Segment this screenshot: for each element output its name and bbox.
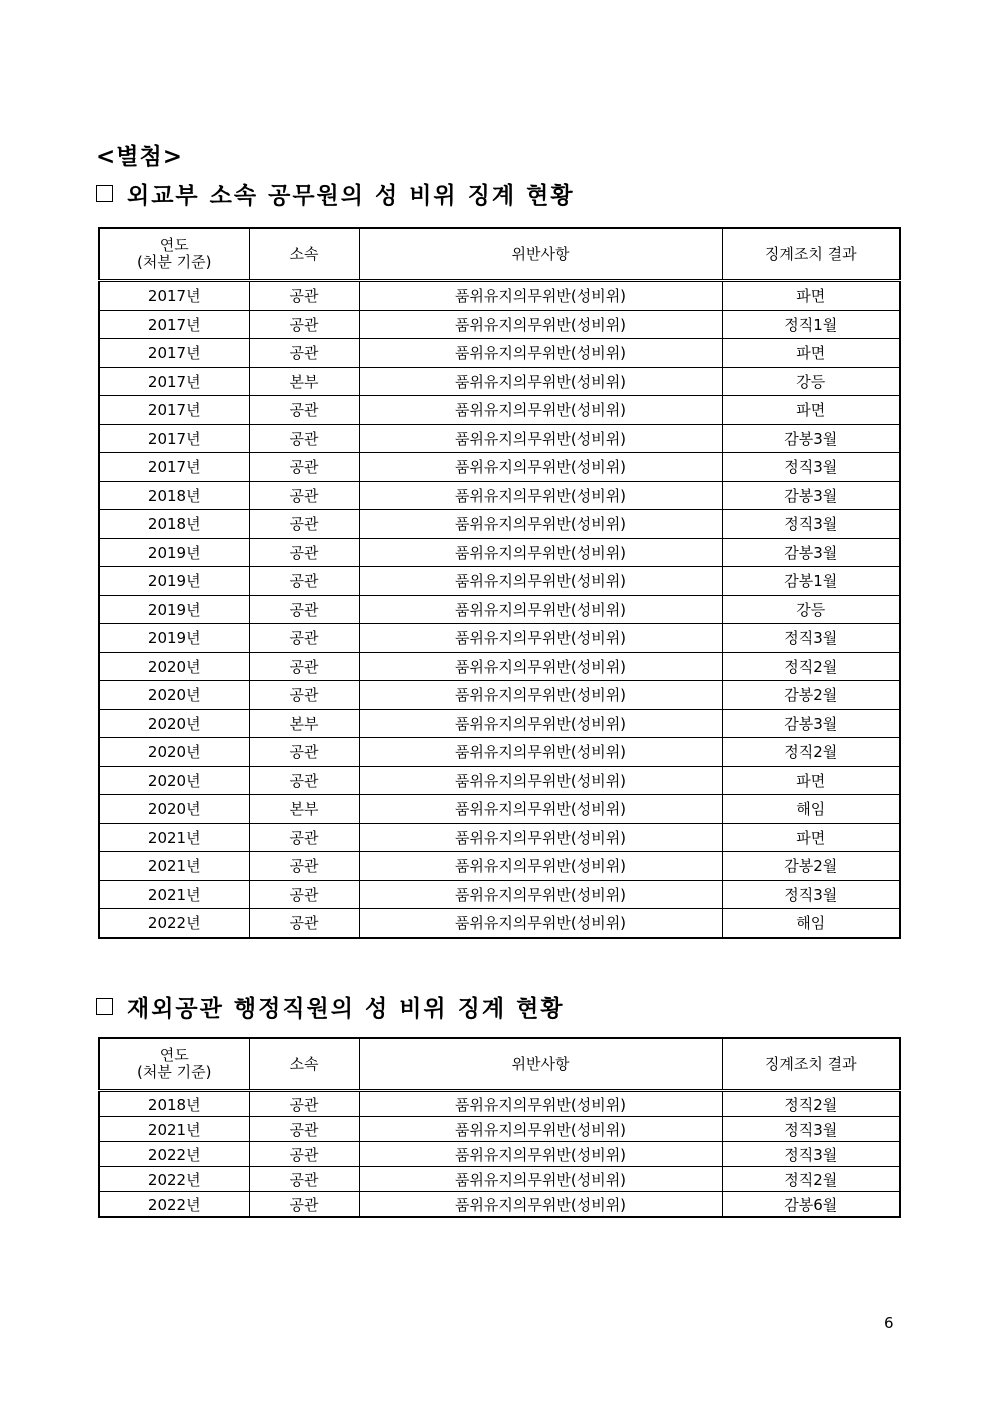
cell-violation: 품위유지의무위반(성비위) [359, 281, 722, 311]
officials-discipline-table [98, 227, 901, 939]
cell-violation: 품위유지의무위반(성비위) [359, 595, 722, 624]
cell-affiliation: 공관 [249, 396, 359, 425]
cell-year: 2020년 [99, 652, 249, 681]
cell-affiliation: 공관 [249, 339, 359, 368]
header-result: 징계조치 결과 [722, 228, 900, 281]
table-row [99, 795, 900, 824]
attachment-label: <별첨> [96, 143, 183, 170]
cell-violation: 품위유지의무위반(성비위) [359, 709, 722, 738]
table-row [99, 1142, 900, 1167]
cell-violation: 품위유지의무위반(성비위) [359, 367, 722, 396]
cell-affiliation: 공관 [249, 424, 359, 453]
cell-year: 2018년 [99, 1091, 249, 1117]
cell-violation: 품위유지의무위반(성비위) [359, 624, 722, 653]
cell-affiliation: 본부 [249, 709, 359, 738]
cell-affiliation: 공관 [249, 510, 359, 539]
table-row [99, 681, 900, 710]
cell-violation: 품위유지의무위반(성비위) [359, 1142, 722, 1167]
table-row [99, 852, 900, 881]
cell-result: 파면 [722, 766, 900, 795]
cell-year: 2021년 [99, 1117, 249, 1142]
table-row [99, 281, 900, 311]
cell-result: 해임 [722, 795, 900, 824]
table-row [99, 1192, 900, 1218]
cell-affiliation: 공관 [249, 567, 359, 596]
table-row [99, 396, 900, 425]
cell-result: 감봉3월 [722, 709, 900, 738]
cell-result: 감봉2월 [722, 852, 900, 881]
cell-result: 파면 [722, 396, 900, 425]
cell-result: 정직3월 [722, 624, 900, 653]
cell-result: 감봉1월 [722, 567, 900, 596]
cell-year: 2020년 [99, 738, 249, 767]
cell-result: 감봉2월 [722, 681, 900, 710]
cell-violation: 품위유지의무위반(성비위) [359, 453, 722, 482]
table-row [99, 510, 900, 539]
cell-affiliation: 공관 [249, 1192, 359, 1218]
cell-violation: 품위유지의무위반(성비위) [359, 795, 722, 824]
table-row [99, 424, 900, 453]
cell-affiliation: 공관 [249, 1142, 359, 1167]
cell-violation: 품위유지의무위반(성비위) [359, 510, 722, 539]
header-affiliation: 소속 [249, 1038, 359, 1091]
table-body [99, 1091, 900, 1218]
table-row [99, 1167, 900, 1192]
cell-affiliation: 공관 [249, 281, 359, 311]
cell-year: 2017년 [99, 424, 249, 453]
cell-result: 정직2월 [722, 738, 900, 767]
cell-violation: 품위유지의무위반(성비위) [359, 823, 722, 852]
cell-affiliation: 공관 [249, 310, 359, 339]
cell-affiliation: 공관 [249, 766, 359, 795]
table-row [99, 1091, 900, 1117]
header-year-line1: 연도 [159, 236, 189, 254]
cell-affiliation: 본부 [249, 367, 359, 396]
header-year-line2: (처분 기준) [137, 253, 212, 271]
cell-violation: 품위유지의무위반(성비위) [359, 481, 722, 510]
cell-year: 2022년 [99, 1142, 249, 1167]
table-row [99, 709, 900, 738]
table-row [99, 339, 900, 368]
table-row [99, 766, 900, 795]
cell-violation: 품위유지의무위반(성비위) [359, 766, 722, 795]
admin-staff-discipline-table [98, 1037, 901, 1218]
table-row [99, 624, 900, 653]
cell-violation: 품위유지의무위반(성비위) [359, 738, 722, 767]
cell-result: 정직3월 [722, 1142, 900, 1167]
cell-result: 감봉3월 [722, 538, 900, 567]
cell-year: 2017년 [99, 367, 249, 396]
header-year [99, 228, 249, 281]
table-row [99, 1117, 900, 1142]
table-header-row [99, 228, 900, 281]
cell-result: 정직3월 [722, 453, 900, 482]
cell-violation: 품위유지의무위반(성비위) [359, 396, 722, 425]
table-row [99, 453, 900, 482]
section-title-text: 외교부 소속 공무원의 성 비위 징계 현황 [127, 182, 575, 209]
table-header-row [99, 1038, 900, 1091]
cell-year: 2021년 [99, 880, 249, 909]
cell-year: 2017년 [99, 339, 249, 368]
cell-affiliation: 공관 [249, 852, 359, 881]
cell-affiliation: 공관 [249, 880, 359, 909]
page-number: 6 [884, 1314, 894, 1332]
cell-result: 파면 [722, 339, 900, 368]
cell-year: 2020년 [99, 795, 249, 824]
table-row [99, 538, 900, 567]
cell-year: 2019년 [99, 595, 249, 624]
cell-result: 감봉3월 [722, 424, 900, 453]
cell-violation: 품위유지의무위반(성비위) [359, 1091, 722, 1117]
cell-result: 감봉3월 [722, 481, 900, 510]
cell-year: 2018년 [99, 481, 249, 510]
header-year-line1: 연도 [159, 1046, 189, 1064]
cell-year: 2022년 [99, 909, 249, 938]
cell-affiliation: 공관 [249, 909, 359, 938]
cell-violation: 품위유지의무위반(성비위) [359, 310, 722, 339]
cell-result: 정직3월 [722, 880, 900, 909]
header-result: 징계조치 결과 [722, 1038, 900, 1091]
cell-result: 강등 [722, 367, 900, 396]
cell-violation: 품위유지의무위반(성비위) [359, 880, 722, 909]
cell-violation: 품위유지의무위반(성비위) [359, 652, 722, 681]
cell-violation: 품위유지의무위반(성비위) [359, 538, 722, 567]
cell-affiliation: 공관 [249, 652, 359, 681]
cell-affiliation: 공관 [249, 481, 359, 510]
cell-affiliation: 공관 [249, 595, 359, 624]
table-body [99, 281, 900, 938]
cell-year: 2017년 [99, 396, 249, 425]
cell-year: 2022년 [99, 1192, 249, 1218]
table-row [99, 367, 900, 396]
cell-year: 2018년 [99, 510, 249, 539]
table-row [99, 738, 900, 767]
cell-year: 2020년 [99, 766, 249, 795]
cell-violation: 품위유지의무위반(성비위) [359, 852, 722, 881]
cell-year: 2019년 [99, 624, 249, 653]
cell-affiliation: 공관 [249, 738, 359, 767]
cell-affiliation: 공관 [249, 823, 359, 852]
section-title-admin-staff [96, 990, 565, 1023]
section-title-text: 재외공관 행정직원의 성 비위 징계 현황 [127, 995, 565, 1022]
table-row [99, 823, 900, 852]
table-row [99, 652, 900, 681]
header-year-line2: (처분 기준) [137, 1063, 212, 1081]
cell-affiliation: 공관 [249, 1091, 359, 1117]
cell-result: 정직3월 [722, 510, 900, 539]
cell-affiliation: 공관 [249, 453, 359, 482]
cell-result: 정직2월 [722, 652, 900, 681]
cell-affiliation: 공관 [249, 1167, 359, 1192]
cell-result: 해임 [722, 909, 900, 938]
table-row [99, 909, 900, 938]
cell-violation: 품위유지의무위반(성비위) [359, 681, 722, 710]
section-title-officials [96, 177, 575, 210]
cell-result: 파면 [722, 823, 900, 852]
checkbox-square-icon [96, 185, 113, 202]
cell-result: 정직2월 [722, 1091, 900, 1117]
cell-year: 2017년 [99, 281, 249, 311]
cell-result: 감봉6월 [722, 1192, 900, 1218]
table-row [99, 880, 900, 909]
cell-year: 2017년 [99, 453, 249, 482]
cell-year: 2019년 [99, 538, 249, 567]
cell-violation: 품위유지의무위반(성비위) [359, 1117, 722, 1142]
cell-affiliation: 공관 [249, 681, 359, 710]
cell-violation: 품위유지의무위반(성비위) [359, 339, 722, 368]
cell-violation: 품위유지의무위반(성비위) [359, 1192, 722, 1218]
cell-result: 파면 [722, 281, 900, 311]
cell-result: 강등 [722, 595, 900, 624]
cell-violation: 품위유지의무위반(성비위) [359, 909, 722, 938]
header-violation: 위반사항 [359, 228, 722, 281]
table-row [99, 567, 900, 596]
table-row [99, 595, 900, 624]
cell-result: 정직2월 [722, 1167, 900, 1192]
cell-year: 2022년 [99, 1167, 249, 1192]
cell-affiliation: 공관 [249, 538, 359, 567]
header-violation: 위반사항 [359, 1038, 722, 1091]
table-row [99, 310, 900, 339]
cell-year: 2020년 [99, 709, 249, 738]
header-year [99, 1038, 249, 1091]
cell-violation: 품위유지의무위반(성비위) [359, 1167, 722, 1192]
cell-result: 정직3월 [722, 1117, 900, 1142]
cell-year: 2020년 [99, 681, 249, 710]
cell-year: 2017년 [99, 310, 249, 339]
cell-affiliation: 본부 [249, 795, 359, 824]
cell-result: 정직1월 [722, 310, 900, 339]
cell-year: 2019년 [99, 567, 249, 596]
table-row [99, 481, 900, 510]
cell-affiliation: 공관 [249, 624, 359, 653]
cell-violation: 품위유지의무위반(성비위) [359, 424, 722, 453]
cell-year: 2021년 [99, 852, 249, 881]
header-affiliation: 소속 [249, 228, 359, 281]
checkbox-square-icon [96, 998, 113, 1015]
cell-violation: 품위유지의무위반(성비위) [359, 567, 722, 596]
cell-year: 2021년 [99, 823, 249, 852]
cell-affiliation: 공관 [249, 1117, 359, 1142]
